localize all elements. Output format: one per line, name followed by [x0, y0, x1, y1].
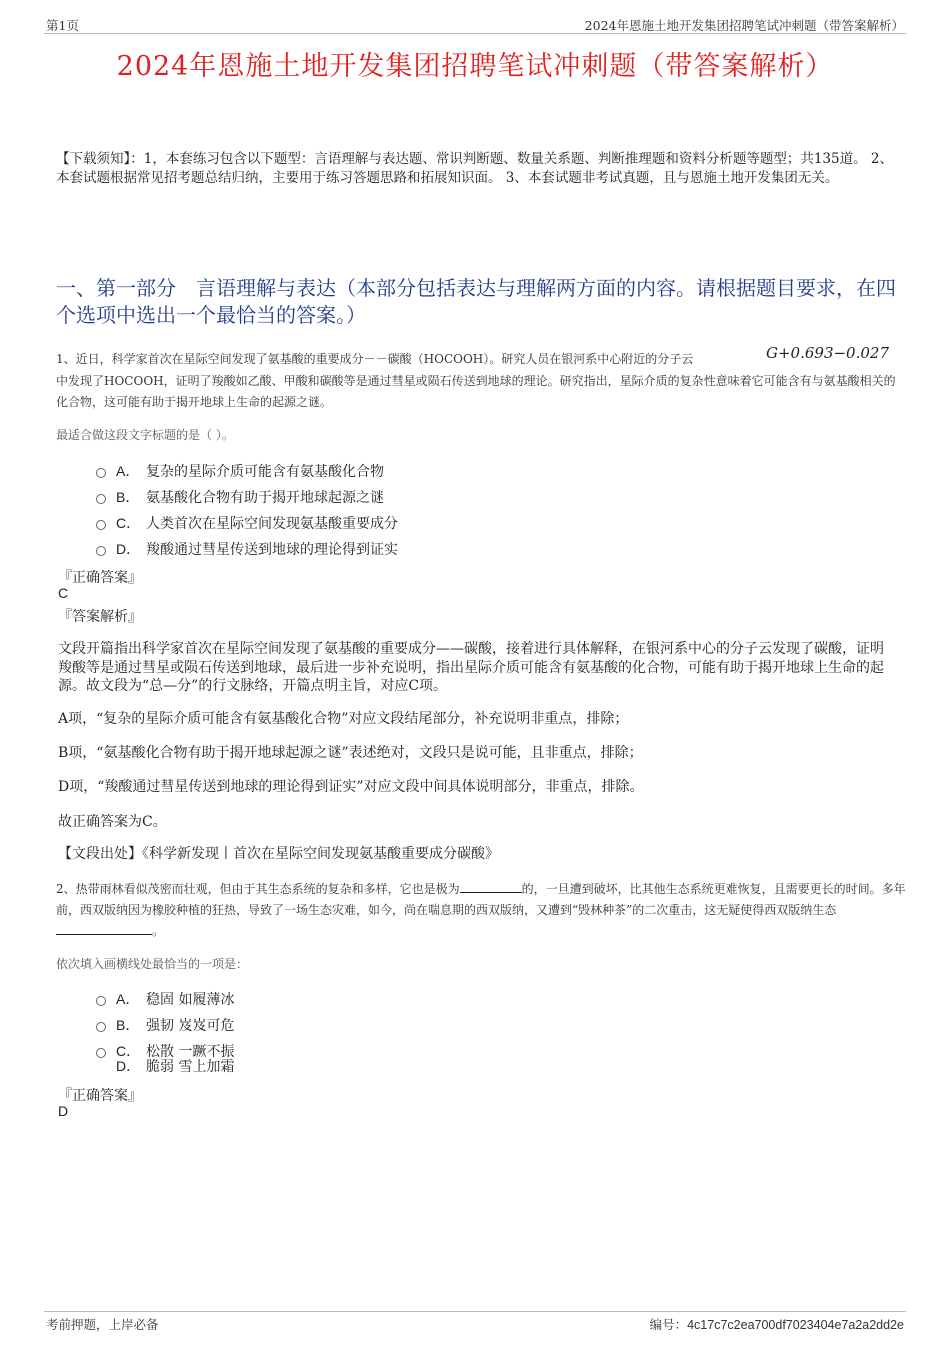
q1-option-c[interactable]: C． 人类首次在星际空间发现氨基酸重要成分	[96, 514, 398, 532]
radio-icon[interactable]	[96, 1022, 106, 1032]
q1-analysis-tag: 『答案解析』	[58, 609, 142, 625]
q2-answer-tag: 『正确答案』	[58, 1088, 142, 1104]
q2-body: 2、热带雨林看似茂密而壮观，但由于其生态系统的复杂和多样，它也是极为 的，一旦遭到破坏，比其他生态系统更难恢复，且需要更长的时间。多年前，西双版纳因为橡胶种植的狂热，导致了一场生态灾难，如今，尚在喘息期的西双版纳，又遭到“毁林种茶”的二次重击，这无疑使得西双版纳生态。	[56, 882, 906, 938]
q2-option-c[interactable]: C． 松散 一蹶不振	[96, 1042, 234, 1060]
q1-answer-tag: 『正确答案』	[58, 570, 142, 586]
page-title: 2024年恩施土地开发集团招聘笔试冲刺题（带答案解析）	[116, 51, 834, 82]
q1-analysis-a: A项，“复杂的星际介质可能含有氨基酸化合物”对应文段结尾部分，补充说明非重点，排除；	[58, 711, 629, 727]
q1-prompt: 最适合做这段文字标题的是（ ）。	[56, 428, 234, 442]
radio-icon[interactable]	[96, 520, 106, 530]
q1-analysis-b: B项，“氨基酸化合物有助于揭开地球起源之谜”表述绝对，文段只是说可能，且非重点，排除；	[58, 745, 643, 761]
section-title: 一、第一部分 言语理解与表达（本部分包括表达与理解两方面的内容。请根据题目要求，在四个选项中选出一个最恰当的答案。）	[56, 276, 896, 327]
q1-analysis-conclusion: 故正确答案为C。	[58, 814, 167, 830]
q1-analysis-d: D项，“羧酸通过彗星传送到地球的理论得到证实”对应文段中间具体说明部分，非重点，排除。	[58, 779, 644, 795]
q2-option-d[interactable]: D． 脆弱 雪上加霜	[116, 1058, 235, 1075]
radio-icon[interactable]	[96, 546, 106, 556]
q1-option-a[interactable]: A． 复杂的星际介质可能含有氨基酸化合物	[96, 462, 384, 480]
q1-option-d[interactable]: D． 羧酸通过彗星传送到地球的理论得到证实	[96, 540, 398, 558]
q1-answer: C	[58, 585, 69, 601]
q1-formula: G+0.693−0.027	[766, 344, 890, 362]
radio-icon[interactable]	[96, 996, 106, 1006]
q1-body: 中发现了HOCOOH，证明了羧酸如乙酸、甲酸和碳酸等是通过彗星或陨石传送到地球的理论。研究指出，星际介质的复杂性意味着它可能含有与氨基酸相关的化合物，这可能有助于揭开地球上生命的起源之谜。	[56, 374, 896, 409]
header-rule	[44, 33, 906, 34]
header-page-label: 第1页	[46, 18, 79, 33]
download-notice: 【下载须知】：1，本套练习包含以下题型：言语理解与表达题、常识判断题、数量关系题、判断推理题和资料分析题等题型；共135道。 2、本套试题根据常见招考题总结归纳，主要用于练习答题思路和拓展知识面。 3、本套试题非考试真题，且与恩施土地开发集团无关。	[56, 151, 893, 186]
q2-answer: D	[58, 1103, 69, 1119]
footer-rule	[44, 1311, 906, 1312]
q2-blank-2	[56, 922, 152, 935]
q1-option-b[interactable]: B． 氨基酸化合物有助于揭开地球起源之谜	[96, 488, 384, 506]
footer-code: 编号：4c17c7c2ea700df7023404e7a2a2dd2e	[649, 1317, 904, 1332]
q2-blank-1	[460, 880, 522, 893]
q1-first-line: 1、近日，科学家首次在星际空间发现了氨基酸的重要成分－－碳酸（HOCOOH）。研究人员在银河系中心附近的分子云	[56, 352, 694, 366]
q2-option-a[interactable]: A． 稳固 如履薄冰	[96, 990, 234, 1008]
q2-option-b[interactable]: B． 强韧 岌岌可危	[96, 1016, 234, 1034]
footer-slogan: 考前押题，上岸必备	[46, 1317, 159, 1332]
radio-icon[interactable]	[96, 468, 106, 478]
q2-prompt: 依次填入画横线处最恰当的一项是：	[56, 957, 249, 971]
q1-source: 【文段出处】《科学新发现丨首次在星际空间发现氨基酸重要成分碳酸》	[58, 846, 499, 862]
radio-icon[interactable]	[96, 494, 106, 504]
q1-analysis-main: 文段开篇指出科学家首次在星际空间发现了氨基酸的重要成分——碳酸，接着进行具体解释，在银河系中心的分子云发现了碳酸，证明羧酸等是通过彗星或陨石传送到地球，最后进一步补充说明，指出星际介质可能含有氨基酸的化合物，可能有助于揭开地球上生命的起源。故文段为“总—分”的行文脉络，开篇点明主旨，对应C项。	[58, 641, 884, 694]
header-doc-title: 2024年恩施土地开发集团招聘笔试冲刺题（带答案解析）	[584, 18, 904, 33]
